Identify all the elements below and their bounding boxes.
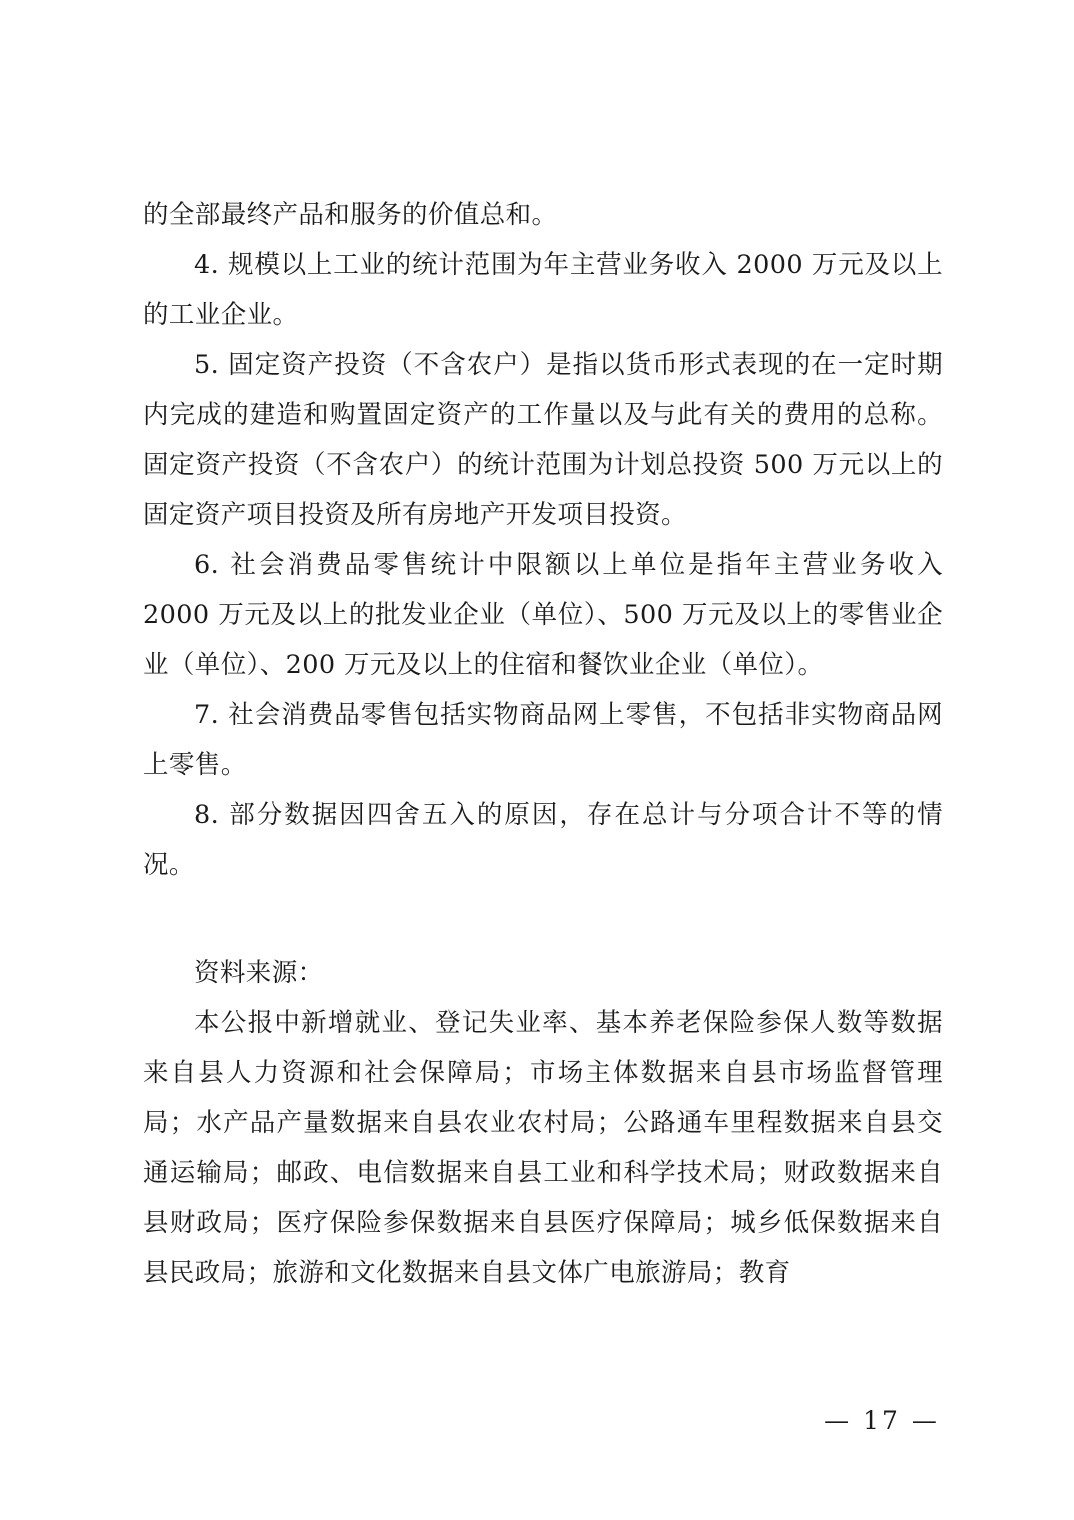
page-number: — 17 — xyxy=(824,1406,940,1435)
paragraph-item-8: 8. 部分数据因四舍五入的原因，存在总计与分项合计不等的情况。 xyxy=(143,800,943,880)
paragraph-item-7: 7. 社会消费品零售包括实物商品网上零售，不包括非实物商品网上零售。 xyxy=(143,700,943,780)
paragraph-item-6: 6. 社会消费品零售统计中限额以上单位是指年主营业务收入 2000 万元及以上的批发业企业（单位）、500 万元及以上的零售业企业（单位）、200 万元及以上的住宿和餐饮业企业（单位）。 xyxy=(143,550,943,680)
section-spacer xyxy=(143,890,943,948)
page-content xyxy=(143,190,943,1298)
paragraph-item-5: 5. 固定资产投资（不含农户）是指以货币形式表现的在一定时期内完成的建造和购置固定资产的工作量以及与此有关的费用的总称。固定资产投资（不含农户）的统计范围为计划总投资 500 万元以上的固定资产项目投资及所有房地产开发项目投资。 xyxy=(143,350,943,530)
source-section-heading: 资料来源： xyxy=(194,958,324,988)
paragraph-item-4: 4. 规模以上工业的统计范围为年主营业务收入 2000 万元及以上的工业企业。 xyxy=(143,250,943,330)
page-number-footer xyxy=(0,1406,1074,1435)
paragraph-continuation: 的全部最终产品和服务的价值总和。 xyxy=(143,200,558,230)
source-section-body: 本公报中新增就业、登记失业率、基本养老保险参保人数等数据来自县人力资源和社会保障局；市场主体数据来自县市场监督管理局；水产品产量数据来自县农业农村局；公路通车里程数据来自县交通运输局；邮政、电信数据来自县工业和科学技术局；财政数据来自县财政局；医疗保险参保数据来自县医疗保障局；城乡低保数据来自县民政局；旅游和文化数据来自县文体广电旅游局；教育 xyxy=(143,1008,943,1288)
